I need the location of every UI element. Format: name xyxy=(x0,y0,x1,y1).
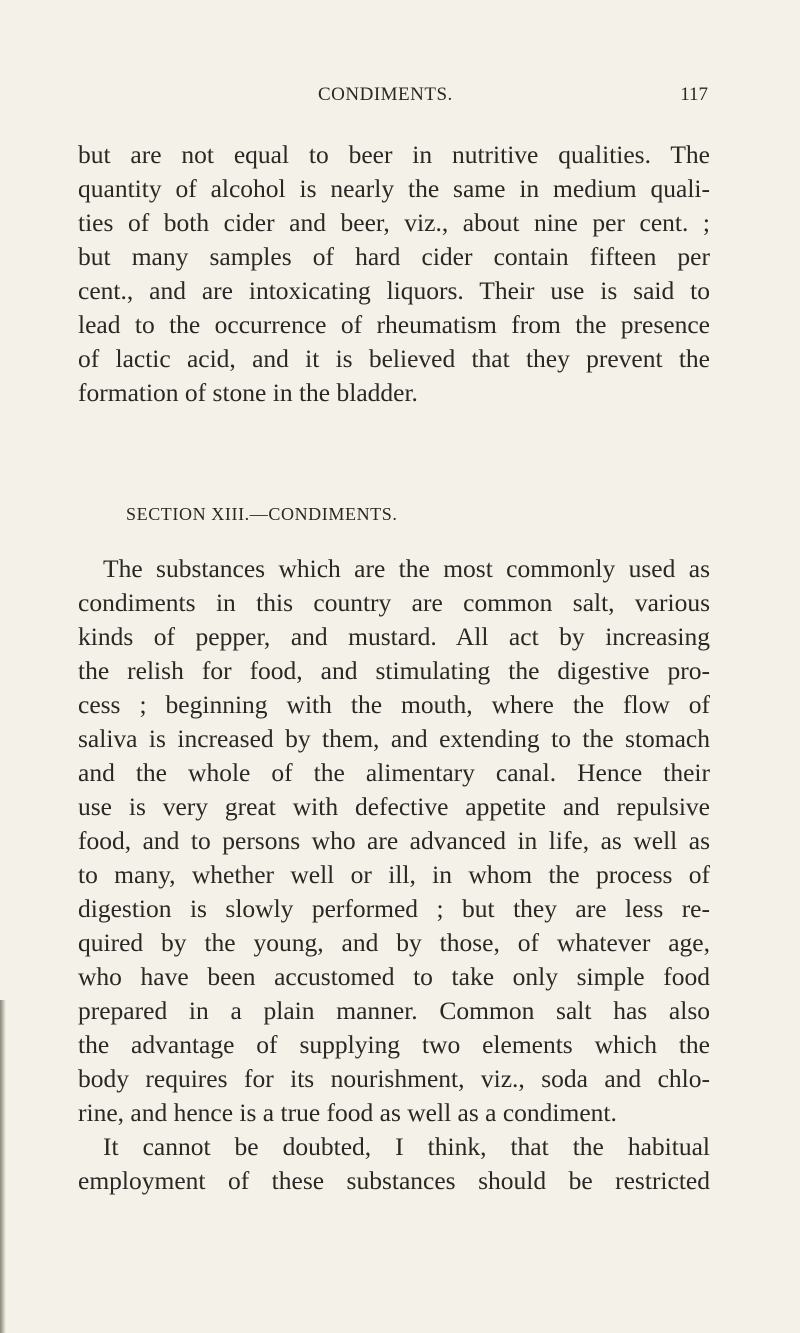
text-line: lead to the occurrence of rheumatism from the presence xyxy=(78,310,710,339)
text-line: to many, whether well or ill, in whom the process of xyxy=(78,860,710,889)
text-line: rine, and hence is a true food as well as a condiment. xyxy=(78,1098,617,1127)
text-line: cess ; beginning with the mouth, where the flow of xyxy=(78,690,710,719)
text-line: the advantage of supplying two elements which the xyxy=(78,1030,710,1059)
text-line: kinds of pepper, and mustard. All act by increasing xyxy=(78,622,710,651)
text-line: cent., and are intoxicating liquors. Their use is said to xyxy=(78,276,710,305)
text-line: the relish for food, and stimulating the digestive pro- xyxy=(78,656,710,685)
text-line: The substances which are the most commonly used as xyxy=(103,554,710,583)
page-number: 117 xyxy=(680,84,708,105)
text-line: saliva is increased by them, and extending to the stomach xyxy=(78,724,710,753)
text-line: It cannot be doubted, I think, that the habitual xyxy=(103,1132,710,1161)
text-line: food, and to persons who are advanced in life, as well as xyxy=(78,826,710,855)
text-line: condiments in this country are common salt, various xyxy=(78,588,710,617)
text-line: but are not equal to beer in nutritive qualities. The xyxy=(78,140,710,169)
running-title: CONDIMENTS. xyxy=(318,84,453,105)
text-line: body requires for its nourishment, viz., soda and chlo- xyxy=(78,1064,710,1093)
text-line: formation of stone in the bladder. xyxy=(78,378,418,407)
text-line: but many samples of hard cider contain fifteen per xyxy=(78,242,710,271)
text-line: employment of these substances should be restricted xyxy=(78,1166,710,1195)
text-line: quired by the young, and by those, of whatever age, xyxy=(78,928,710,957)
page-header xyxy=(78,84,708,114)
text-line: quantity of alcohol is nearly the same in medium quali- xyxy=(78,174,710,203)
text-line: use is very great with defective appetite and repulsive xyxy=(78,792,710,821)
text-line: who have been accustomed to take only simple food xyxy=(78,962,710,991)
page-edge-shadow xyxy=(0,1000,6,1333)
text-line: ties of both cider and beer, viz., about nine per cent. ; xyxy=(78,208,710,237)
text-line: digestion is slowly performed ; but they are less re- xyxy=(78,894,710,923)
text-line: and the whole of the alimentary canal. Hence their xyxy=(78,758,710,787)
section-heading: SECTION XIII.—CONDIMENTS. xyxy=(126,504,398,524)
text-line: of lactic acid, and it is believed that they prevent the xyxy=(78,344,710,373)
text-line: prepared in a plain manner. Common salt has also xyxy=(78,996,710,1025)
